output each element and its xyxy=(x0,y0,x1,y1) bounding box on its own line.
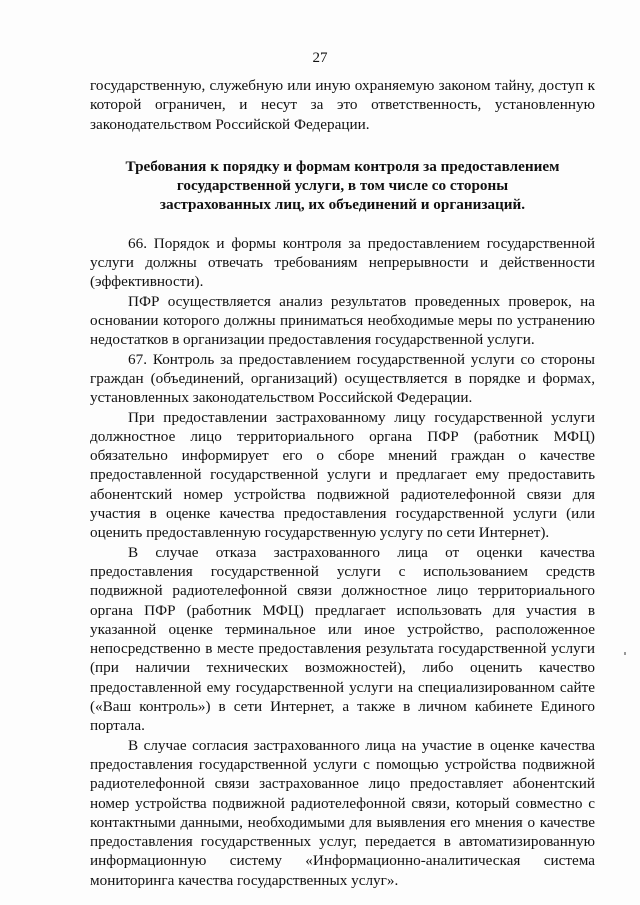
paragraph-66: 66. Порядок и формы контроля за предоставлением государственной услуги должны отвечать требованиям непрерывности и действенности (эффективности). xyxy=(90,234,595,291)
page-number: 27 xyxy=(312,50,328,66)
paragraph-67: 67. Контроль за предоставлением государственной услуги со стороны граждан (объединений, организаций) осуществляется в порядке и формах, установленных законодательством Российской Федерации. xyxy=(90,350,595,407)
scan-artifact xyxy=(624,652,626,655)
document-body xyxy=(90,76,595,890)
paragraph-consent-case: В случае согласия застрахованного лица на участие в оценке качества предоставления государственной услуги с помощью устройства подвижной радиотелефонной связи застрахованное лицо предоставляет абонентский номер устройства подвижной радиотелефонной связи, который совместно с контактными данными, необходимыми для выявления его мнения о качестве предоставления государственных услуг, передается в автоматизированную информационную систему «Информационно-аналитическая система мониторинга качества государственных услуг». xyxy=(90,736,595,889)
intro-paragraph: государственную, служебную или иную охраняемую законом тайну, доступ к которой ограничен, и несут за это ответственность, установленную законодательством Российской Федерации. xyxy=(90,77,595,133)
paragraph-informing: При предоставлении застрахованному лицу государственной услуги должностное лицо территориального органа ПФР (работник МФЦ) обязательно информирует его о сборе мнений граждан о качестве предоставленной государственной услуги и предлагает ему предоставить абонентский номер устройства подвижной радиотелефонной связи для участия в оценке качества предоставления государственной услуги (или оценить предоставленную государственную услугу по сети Интернет). xyxy=(90,408,595,542)
paragraph-pfr-analysis: ПФР осуществляется анализ результатов проведенных проверок, на основании которого должны приниматься необходимые меры по устранению недостатков в организации предоставления государственной услуги. xyxy=(90,292,595,349)
paragraph-refusal-case: В случае отказа застрахованного лица от оценки качества предоставления государственной услуги с использованием средств подвижной радиотелефонной связи должностное лицо территориального органа ПФР (работник МФЦ) предлагает использовать для участия в указанной оценке терминальное или иное устройство, расположенное непосредственно в месте предоставления результата государственной услуги (при наличии технических возможностей), либо оценить качество предоставленной ему государственной услуги на специализированном сайте («Ваш контроль») в сети Интернет, а также в личном кабинете Единого портала. xyxy=(90,543,595,735)
section-heading: Требования к порядку и формам контроля за предоставлением государственной услуги, в том числе со стороны застрахованных лиц, их объединений и организаций. xyxy=(125,157,560,213)
